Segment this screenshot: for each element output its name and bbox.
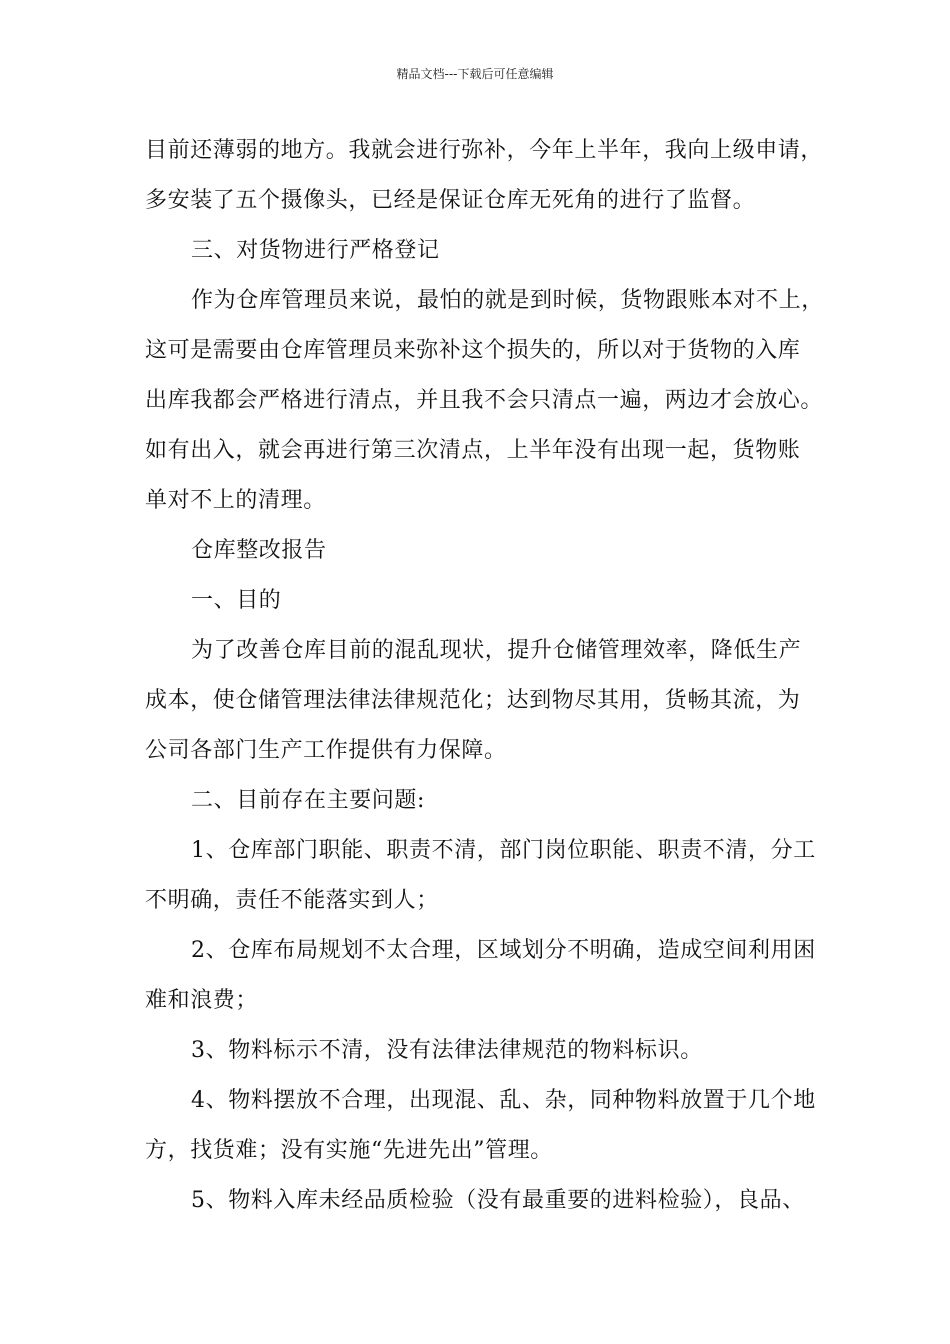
body-line: 目前还薄弱的地方。我就会进行弥补，今年上半年，我向上级申请，	[145, 138, 824, 163]
section-heading: 一、目的	[191, 588, 282, 613]
list-item: 5、物料入库未经品质检验（没有最重要的进料检验），良品、	[191, 1188, 805, 1213]
body-line: 如有出入，就会再进行第三次清点，上半年没有出现一起，货物账	[145, 438, 801, 463]
list-item-continuation: 方，找货难；没有实施“先进先出”管理。	[145, 1138, 553, 1163]
body-line: 这可是需要由仓库管理员来弥补这个损失的，所以对于货物的入库	[145, 338, 801, 363]
list-item-continuation: 难和浪费；	[145, 988, 259, 1013]
body-line: 出库我都会严格进行清点，并且我不会只清点一遍，两边才会放心。	[145, 388, 824, 413]
list-item: 1、仓库部门职能、职责不清，部门岗位职能、职责不清，分工	[191, 838, 816, 863]
body-line: 为了改善仓库目前的混乱现状，提升仓储管理效率，降低生产	[191, 638, 802, 663]
list-item: 4、物料摆放不合理，出现混、乱、杂，同种物料放置于几个地	[191, 1088, 816, 1113]
page-header: 精品文档---下载后可任意编辑	[396, 67, 554, 81]
body-line: 成本，使仓储管理法律法律规范化；达到物尽其用，货畅其流，为	[145, 688, 801, 713]
body-line: 单对不上的清理。	[145, 488, 326, 513]
body-line: 公司各部门生产工作提供有力保障。	[145, 738, 507, 763]
list-item: 3、物料标示不清，没有法律法律规范的物料标识。	[191, 1038, 703, 1063]
list-item-continuation: 不明确，责任不能落实到人；	[145, 888, 439, 913]
body-line: 多安装了五个摄像头，已经是保证仓库无死角的进行了监督。	[145, 188, 756, 213]
document-title: 仓库整改报告	[191, 538, 327, 563]
section-heading: 二、目前存在主要问题:	[191, 788, 426, 813]
document-body	[145, 126, 824, 1226]
list-item: 2、仓库布局规划不太合理，区域划分不明确，造成空间利用困	[191, 938, 816, 963]
body-line: 作为仓库管理员来说，最怕的就是到时候，货物跟账本对不上，	[191, 288, 824, 313]
section-heading: 三、对货物进行严格登记	[191, 238, 440, 263]
